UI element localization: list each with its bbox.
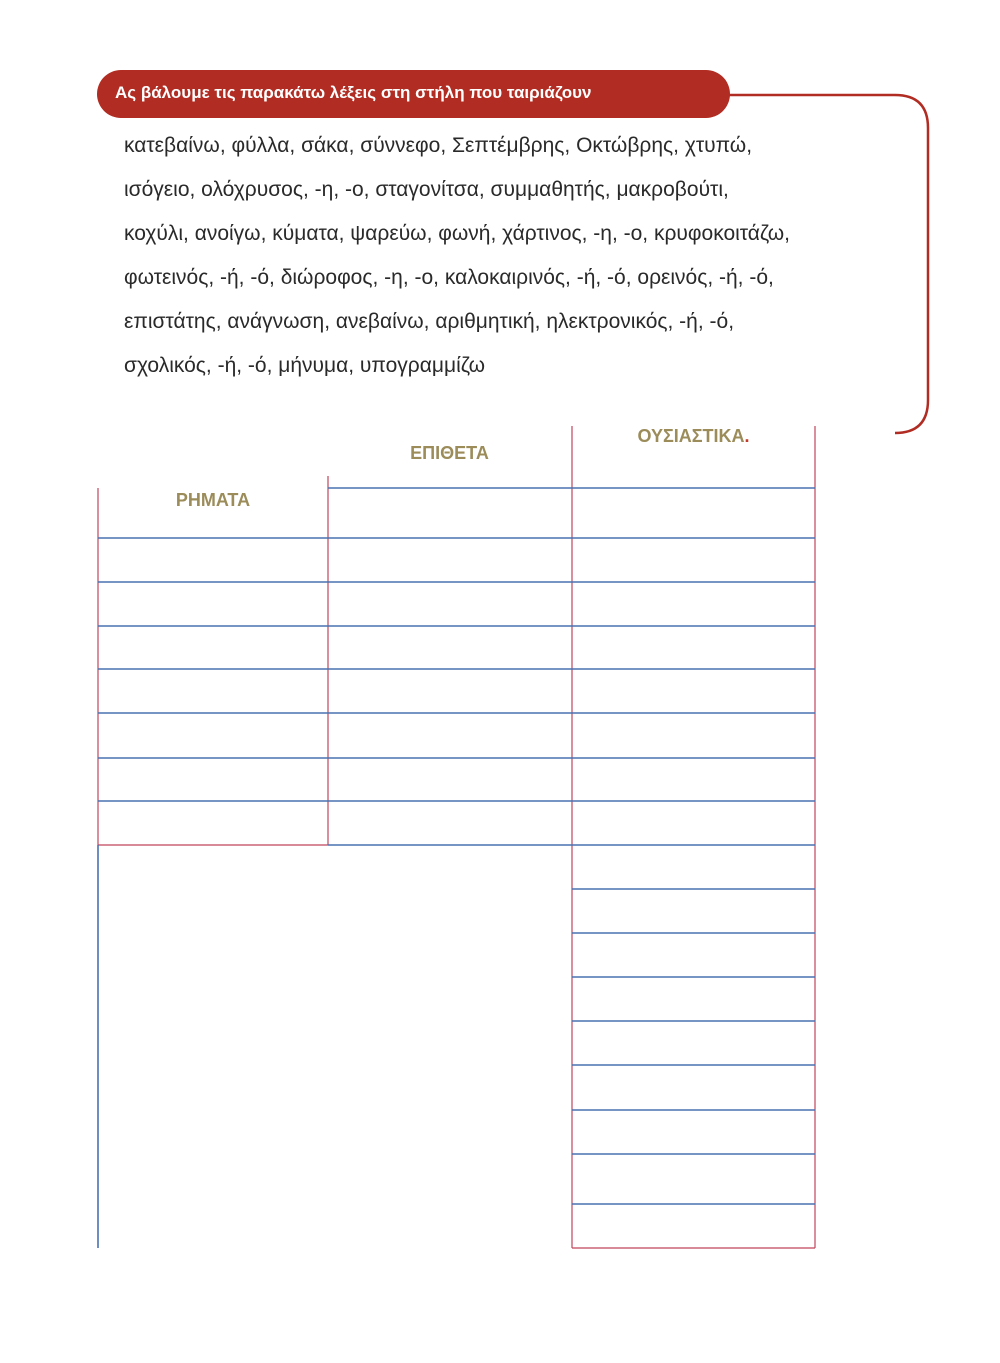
noun-answer-cell[interactable] xyxy=(573,1111,814,1153)
verb-answer-cell[interactable] xyxy=(99,670,327,712)
noun-answer-cell[interactable] xyxy=(573,539,814,581)
verb-answer-cell[interactable] xyxy=(99,759,327,800)
noun-answer-cell[interactable] xyxy=(573,714,814,757)
adjective-answer-cell[interactable] xyxy=(329,759,571,800)
noun-answer-cell[interactable] xyxy=(573,802,814,844)
word-line: επιστάτης, ανάγνωση, ανεβαίνω, αριθμητική, ηλεκτρονικός, -ή, -ό, xyxy=(124,310,735,333)
noun-answer-cell[interactable] xyxy=(573,978,814,1020)
noun-answer-cell[interactable] xyxy=(573,846,814,888)
adjective-answer-cell[interactable] xyxy=(329,670,571,712)
verb-answer-cell[interactable] xyxy=(99,539,327,581)
noun-answer-cell[interactable] xyxy=(573,670,814,712)
nouns-column-header: ΟΥΣΙΑΣΤΙΚΑ. xyxy=(637,426,750,446)
noun-answer-cell[interactable] xyxy=(573,890,814,932)
word-line: σχολικός, -ή, -ό, μήνυμα, υπογραμμίζω xyxy=(124,354,485,377)
noun-answer-cell[interactable] xyxy=(573,759,814,800)
word-line: κατεβαίνω, φύλλα, σάκα, σύννεφο, Σεπτέμβρης, Οκτώβρης, χτυπώ, xyxy=(124,134,753,157)
adjective-answer-cell[interactable] xyxy=(329,714,571,757)
adjective-answer-cell[interactable] xyxy=(329,489,571,537)
adjectives-column-header: ΕΠΙΘΕΤΑ xyxy=(410,443,489,463)
verb-answer-cell[interactable] xyxy=(99,627,327,668)
verbs-column-header: ΡΗΜΑΤΑ xyxy=(175,490,251,510)
adjective-answer-cell[interactable] xyxy=(329,802,571,844)
noun-answer-cell[interactable] xyxy=(573,627,814,668)
adjective-answer-cell[interactable] xyxy=(329,627,571,668)
word-line: φωτεινός, -ή, -ό, διώροφος, -η, -ο, καλοκαιρινός, -ή, -ό, ορεινός, -ή, -ό, xyxy=(124,266,774,289)
verb-answer-cell[interactable] xyxy=(99,583,327,625)
noun-answer-cell[interactable] xyxy=(573,1155,814,1203)
verb-answer-cell[interactable] xyxy=(99,714,327,757)
noun-answer-cell[interactable] xyxy=(573,934,814,976)
word-line: ισόγειο, ολόχρυσος, -η, -ο, σταγονίτσα, συμμαθητής, μακροβούτι, xyxy=(124,178,729,201)
verb-answer-cell[interactable] xyxy=(99,802,327,844)
noun-answer-cell[interactable] xyxy=(573,1022,814,1064)
noun-answer-cell[interactable] xyxy=(573,583,814,625)
adjective-answer-cell[interactable] xyxy=(329,539,571,581)
noun-answer-cell[interactable] xyxy=(573,1066,814,1109)
adjective-answer-cell[interactable] xyxy=(329,583,571,625)
word-line: κοχύλι, ανοίγω, κύματα, ψαρεύω, φωνή, χάρτινος, -η, -ο, κρυφοκοιτάζω, xyxy=(124,222,791,245)
noun-answer-cell[interactable] xyxy=(573,489,814,537)
noun-answer-cell[interactable] xyxy=(573,1205,814,1247)
instruction-title: Ας βάλουμε τις παρακάτω λέξεις στη στήλη που ταιριάζουν xyxy=(115,83,592,102)
